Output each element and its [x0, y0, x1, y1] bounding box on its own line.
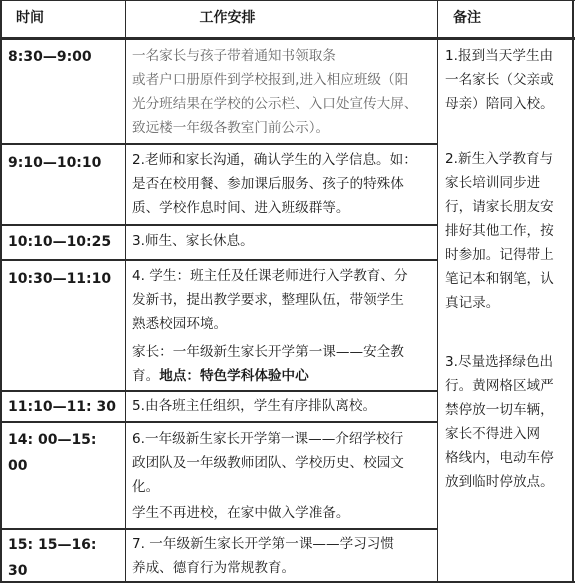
- arrangement-line: 3.师生、家长休息。: [132, 233, 254, 249]
- header-notes: 备注: [453, 10, 481, 26]
- row-divider: [0, 421, 438, 423]
- note-line: 真记录。: [445, 295, 500, 311]
- arrangement-text: 育。: [132, 368, 160, 384]
- arrangement-cell: [132, 44, 417, 140]
- arrangement-line: 或者户口册原件到学校报到,进入相应班级（阳: [132, 72, 409, 88]
- arrangement-line: 4. 学生：班主任及任课老师进行入学教育、分: [132, 268, 408, 284]
- arrangement-line: 质、学校作息时间、进入班级群等。: [132, 200, 350, 216]
- note-line: 母亲）陪同入校。: [445, 96, 554, 112]
- arrangement-line: 化。: [132, 479, 160, 495]
- arrangement-line: 光分班结果在学校的公示栏、入口处宣传大屏、: [132, 96, 418, 112]
- note-line: 2.新生入学教育与: [445, 151, 554, 167]
- time-line: 30: [8, 563, 28, 579]
- note-line: 家长培训同步进: [445, 175, 541, 191]
- time-cell: 10:10—10:25: [8, 234, 112, 250]
- arrangement-line: 致远楼一年级各教室门前公示）。: [132, 120, 330, 136]
- time-line: 14: 00—15:: [8, 432, 97, 448]
- arrangement-cell: [132, 427, 404, 525]
- table-border-left: [0, 0, 2, 583]
- row-divider: [0, 390, 438, 392]
- note-line: 1.报到当天学生由: [445, 48, 554, 64]
- notes-cell: [445, 350, 554, 494]
- arrangement-cell: [132, 229, 254, 253]
- time-line: 15: 15—16:: [8, 537, 97, 553]
- column-divider: [437, 0, 438, 583]
- time-cell: 10:30—11:10: [8, 271, 112, 287]
- note-line: 行。黄网格区域严: [445, 378, 554, 394]
- header-time: 时间: [16, 10, 44, 26]
- arrangement-line: 熟悉校园环境。: [132, 316, 228, 332]
- arrangement-line: 学生不再进校，在家中做入学准备。: [132, 505, 350, 521]
- arrangement-line: 5.由各班主任组织，学生有序排队离校。: [132, 398, 377, 414]
- note-line: 3.尽量选择绿色出: [445, 354, 554, 370]
- arrangement-line: 是否在校用餐、参加课后服务、孩子的特殊体: [132, 176, 404, 192]
- note-line: 一名家长（父亲或: [445, 72, 554, 88]
- arrangement-line: 2.老师和家长沟通，确认学生的入学信息。如：: [132, 152, 417, 168]
- note-line: 笔记本和钢笔，认: [445, 271, 554, 287]
- time-cell: 9:10—10:10: [8, 155, 102, 171]
- time-line: 00: [8, 458, 28, 474]
- location-label: 地点：特色学科体验中心: [159, 368, 309, 384]
- header-divider: [0, 37, 575, 40]
- arrangement-line: 7. 一年级新生家长开学第一课——学习习惯: [132, 536, 394, 552]
- notes-cell: [445, 44, 554, 116]
- arrangement-cell: [132, 148, 417, 220]
- note-line: 时参加。记得带上: [445, 247, 554, 263]
- note-line: 家长不得进入网: [445, 426, 541, 442]
- notes-cell: [445, 147, 554, 315]
- note-line: 行，请家长朋友安: [445, 199, 554, 215]
- note-line: 排好其他工作，按: [445, 223, 554, 239]
- time-cell: 11:10—11: 30: [8, 399, 117, 415]
- arrangement-line: 一名家长与孩子带着通知书领取条: [132, 48, 336, 64]
- row-divider: [0, 224, 438, 226]
- arrangement-cell: [132, 394, 376, 418]
- time-cell: [8, 427, 97, 479]
- arrangement-line: 政团队及一年级教师团队、学校历史、校园文: [132, 455, 404, 471]
- arrangement-line: 发新书，提出教学要求，整理队伍，带领学生: [132, 292, 404, 308]
- arrangement-cell: [132, 532, 394, 580]
- time-cell: [8, 532, 97, 584]
- note-line: 放到临时停放点。: [445, 474, 554, 490]
- row-divider: [0, 143, 438, 145]
- arrangement-line: 6.一年级新生家长开学第一课——介绍学校行: [132, 431, 404, 447]
- time-cell: 8:30—9:00: [8, 49, 92, 65]
- arrangement-line: [132, 364, 408, 388]
- row-divider: [0, 528, 438, 530]
- arrangement-cell: [132, 264, 408, 388]
- row-divider: [0, 259, 438, 261]
- note-line: 禁停放一切车辆，: [445, 402, 554, 418]
- column-divider: [125, 0, 126, 583]
- table-border-top: [0, 0, 575, 1]
- header-arrangement: 工作安排: [199, 10, 256, 26]
- note-line: 格线内，电动车停: [445, 450, 554, 466]
- arrangement-line: 家长：一年级新生家长开学第一课——安全教: [132, 344, 404, 360]
- table-border-right: [572, 0, 574, 583]
- arrangement-line: 养成、德育行为常规教育。: [132, 560, 296, 576]
